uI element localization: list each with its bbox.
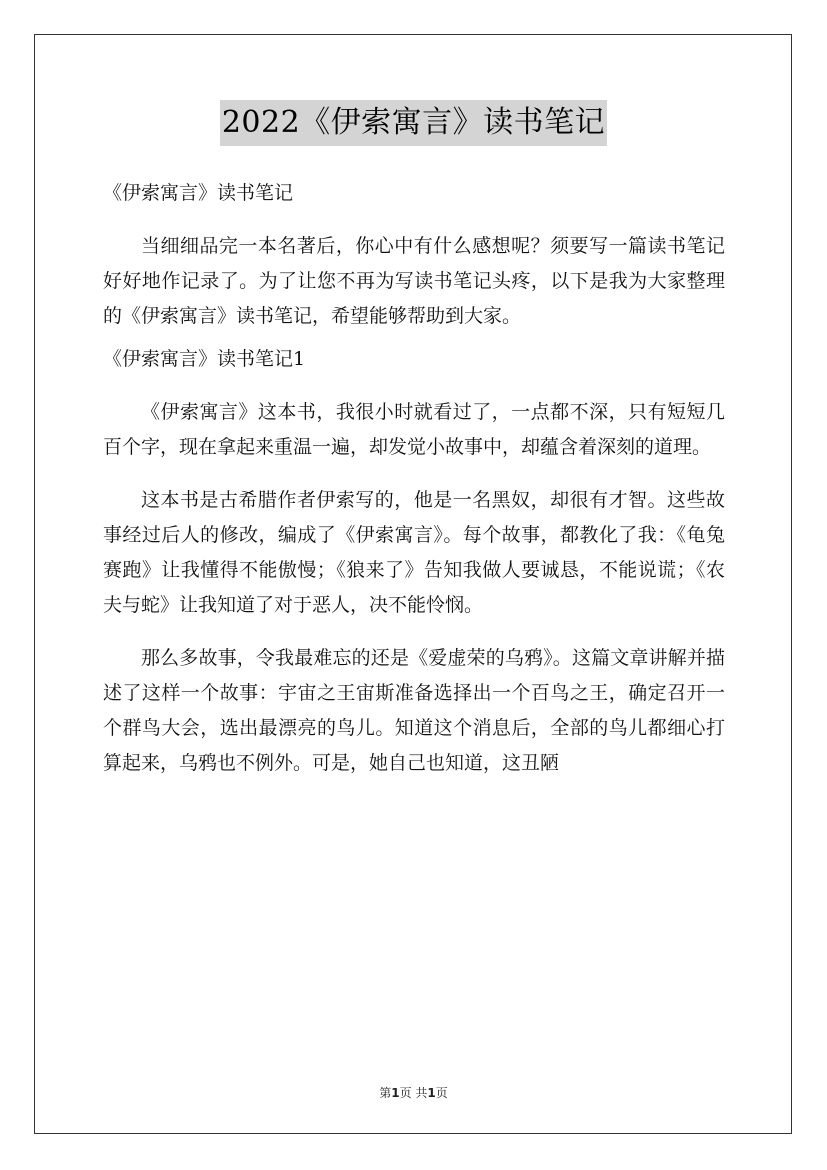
- footer-page-prefix: 第: [379, 1086, 392, 1100]
- paragraph-3: 那么多故事，令我最难忘的还是《爱虚荣的乌鸦》。这篇文章讲解并描述了这样一个故事：宇宙之王宙斯准备选择出一个百鸟之王，确定召开一个群鸟大会，选出最漂亮的鸟儿。知道这个消息后，全部的鸟儿都细心打算起来，乌鸦也不例外。可是，她自己也知道，这丑陋: [103, 647, 725, 774]
- page-footer: [0, 1084, 827, 1101]
- footer-page-mid: 页 共: [399, 1086, 428, 1100]
- footer-page-total: 1: [427, 1086, 436, 1100]
- title-container: [0, 100, 827, 146]
- section-heading: 《伊索寓言》读书笔记: [103, 182, 294, 204]
- paragraph-1: 《伊索寓言》这本书，我很小时就看过了，一点都不深，只有短短几百个字，现在拿起来重温一遍，却发觉小故事中，却蕴含着深刻的道理。: [103, 401, 725, 458]
- section-heading-1: 《伊索寓言》读书笔记1: [103, 348, 306, 370]
- paragraph-intro: 当细细品完一本名著后，你心中有什么感想呢？须要写一篇读书笔记好好地作记录了。为了让您不再为写读书笔记头疼，以下是我为大家整理的《伊索寓言》读书笔记，希望能够帮助到大家。: [103, 235, 725, 327]
- paragraph-2: 这本书是古希腊作者伊索写的，他是一名黑奴，却很有才智。这些故事经过后人的修改，编成了《伊索寓言》。每个故事，都教化了我：《龟兔赛跑》让我懂得不能傲慢；《狼来了》告知我做人要诚恳，不能说谎；《农夫与蛇》让我知道了对于恶人，决不能怜悯。: [103, 489, 725, 616]
- document-title: 2022《伊索寓言》读书笔记: [220, 100, 607, 146]
- footer-page-number: 1: [391, 1086, 400, 1100]
- footer-page-suffix: 页: [435, 1086, 448, 1100]
- document-body: [103, 176, 725, 781]
